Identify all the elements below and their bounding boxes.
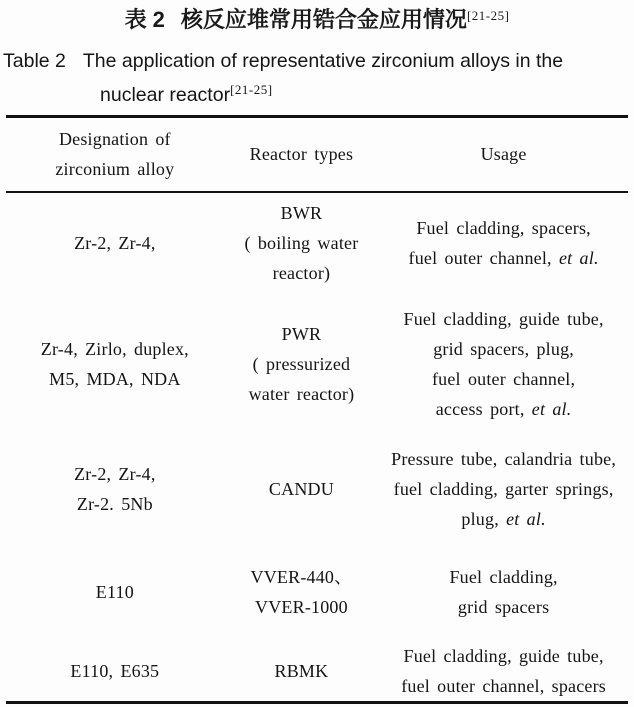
cell-line: Fuel cladding, guide tube, [403,645,604,666]
usage-cell [379,192,628,294]
cell-line: CANDU [268,478,334,499]
cell-line: ( pressurized [252,353,351,374]
table-header-row [6,117,628,192]
caption-english-line1 [3,44,634,78]
reactor-type-cell [224,294,380,434]
cell-line: Zr-4, Zirlo, duplex, [40,338,189,359]
cell-line: E110 [95,582,134,602]
table-row [6,434,628,544]
cell-line: Fuel cladding, spacers, [416,218,591,238]
cell-line: RBMK [274,660,329,681]
zirconium-alloys-table [6,115,628,704]
table-row [6,192,628,294]
alloy-cell [6,641,224,703]
cell-line: M5, MDA, NDA [49,368,181,389]
alloy-cell [6,192,224,294]
reactor-type-cell [224,434,380,544]
cell-line: VVER-1000 [255,597,348,617]
cell-line: fuel cladding, garter springs, [393,478,614,499]
caption-chinese-label: 表 2 [124,7,165,32]
caption-english-reference: [21-25] [230,82,273,97]
caption-english-text1: The application of representative zirconium alloys in the [82,50,564,72]
usage-cell [379,641,628,703]
caption-chinese-text: 核反应堆常用锆合金应用情况 [180,7,467,32]
header-cell-designation: Designation of zirconium alloy [55,129,175,180]
caption-english-label: Table 2 [3,50,66,72]
table-row [6,544,628,641]
cell-line: Fuel cladding, guide tube, [403,308,604,329]
cell-line: Zr-2, Zr-4, [74,233,156,253]
cell-line: Pressure tube, calandria tube, [391,448,617,469]
caption-english [3,44,634,112]
usage-cell [379,544,628,641]
cell-line: Zr-2, Zr-4, [74,463,156,484]
cell-line: access port, et al. [435,398,572,419]
usage-cell [379,434,628,544]
alloy-cell [6,434,224,544]
cell-line: VVER-440、 [250,567,353,587]
cell-line: grid spacers [457,597,550,617]
cell-line: water reactor) [248,383,355,404]
cell-line: fuel outer channel, et al. [408,248,599,268]
table-row [6,294,628,434]
usage-cell [379,294,628,434]
cell-line: E110, E635 [70,660,160,681]
reactor-type-cell [224,544,380,641]
header-cell-reactor-types: Reactor types [249,144,354,165]
table-body [6,192,628,703]
cell-line: reactor) [272,263,331,283]
caption-english-text2: nuclear reactor [100,84,231,106]
cell-line: grid spacers, plug, [433,338,574,359]
cell-line: ( boiling water [244,233,359,253]
caption-english-line2 [100,78,634,112]
reactor-type-cell [224,641,380,703]
alloy-cell [6,294,224,434]
table-header [6,117,628,192]
cell-line: plug, et al. [461,508,546,529]
alloy-cell [6,544,224,641]
cell-line: BWR [280,203,323,223]
reactor-type-cell [224,192,380,294]
cell-line: fuel outer channel, [431,368,576,389]
cell-line: PWR [281,323,322,344]
table-row [6,641,628,703]
caption-chinese [0,0,634,34]
cell-line: Zr-2. 5Nb [76,493,153,514]
cell-line: fuel outer channel, spacers [401,675,606,696]
caption-chinese-reference: [21-25] [466,8,510,23]
cell-line: Fuel cladding, [449,567,558,587]
header-cell-usage: Usage [480,144,527,165]
